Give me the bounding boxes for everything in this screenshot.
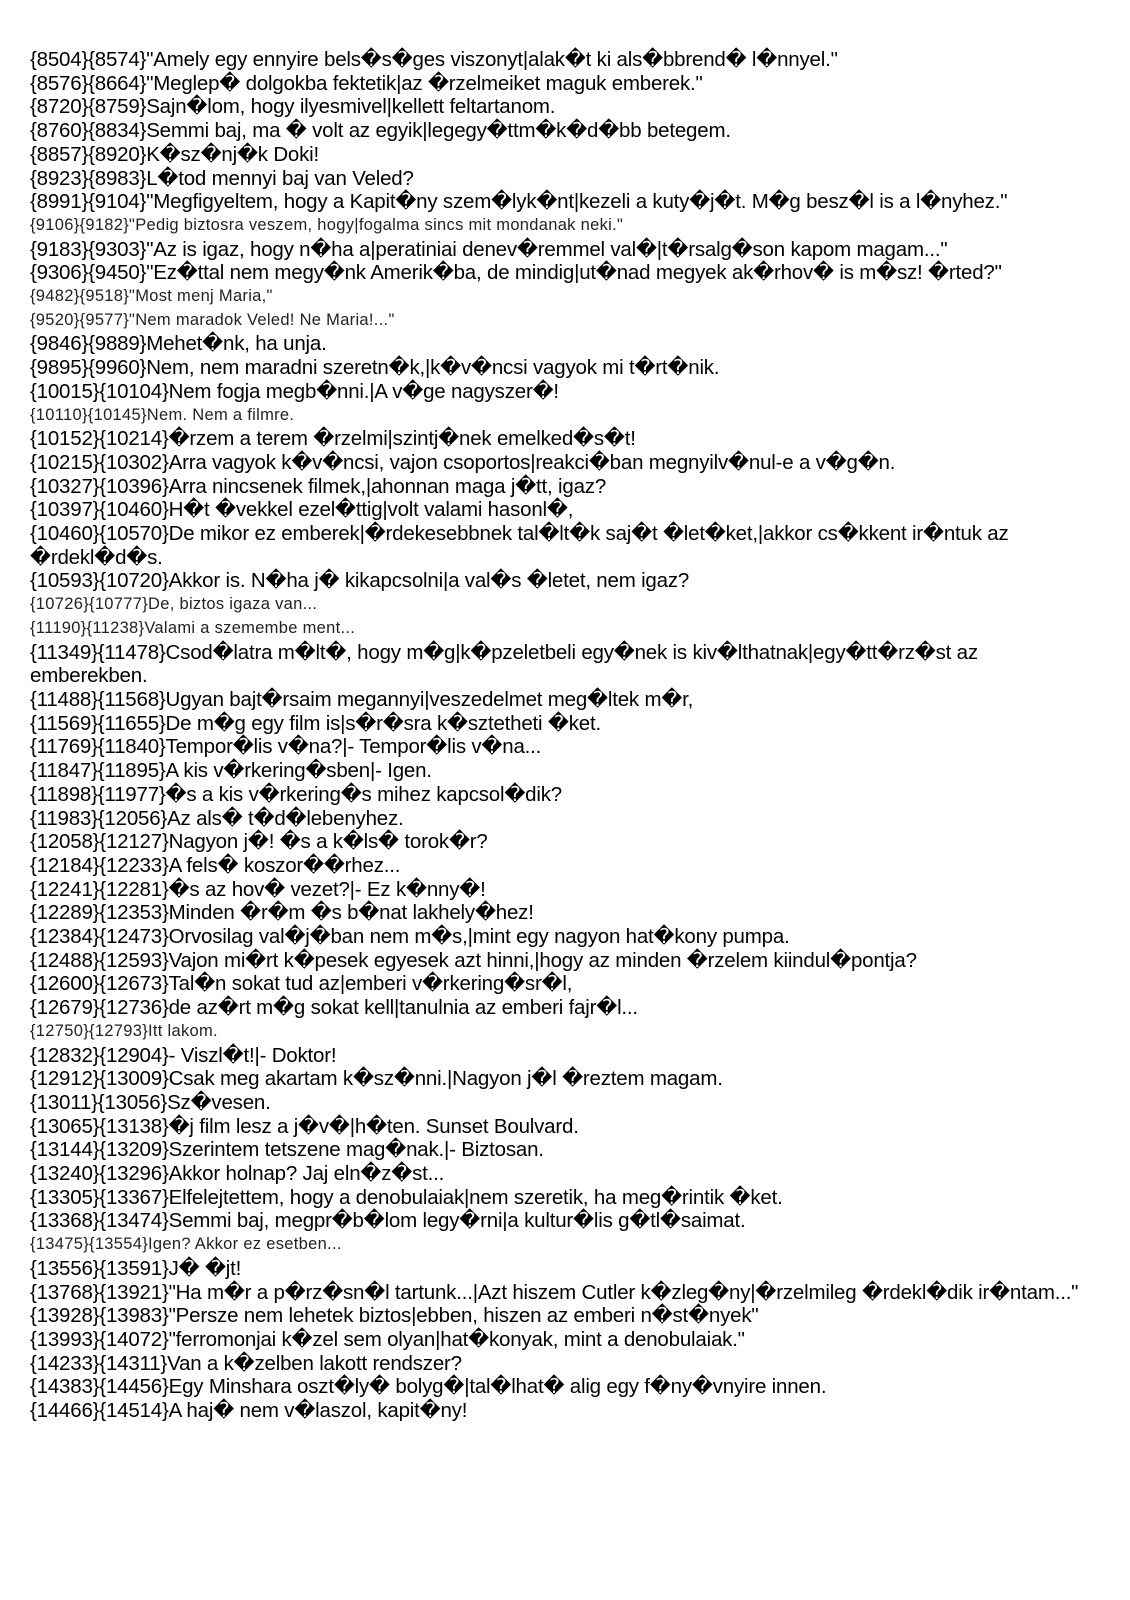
subtitle-line: {9520}{9577}"Nem maradok Veled! Ne Maria!..." [30,310,395,329]
subtitle-line: {11569}{11655}De m�g egy film is|s�r�sra k�sztetheti �ket. [30,711,601,735]
subtitle-line: {13240}{13296}Akkor holnap? Jaj eln�z�st... [30,1162,445,1186]
subtitle-line: {14233}{14311}Van a k�zelben lakott rendszer? [30,1351,462,1375]
subtitle-line: {10460}{10570}De mikor ez emberek|�rdekesebbnek tal�lt�k saj�t �let�ket,|akkor cs�kkent ir�ntuk az �rdekl�d�s. [30,522,1009,569]
subtitle-line: {13475}{13554}Igen? Akkor ez esetben... [30,1235,342,1254]
subtitle-line: {12384}{12473}Orvosilag val�j�ban nem m�s,|mint egy nagyon hat�kony pumpa. [30,925,790,949]
subtitle-line: {14383}{14456}Egy Minshara oszt�ly� bolyg�|tal�lhat� alig egy f�ny�vnyire innen. [30,1375,827,1399]
subtitle-line: {12058}{12127}Nagyon j�! �s a k�ls� torok�r? [30,830,488,854]
subtitle-line: {8576}{8664}"Meglep� dolgokba fektetik|az �rzelmeiket maguk emberek." [30,71,703,95]
subtitle-line: {10152}{10214}�rzem a terem �rzelmi|szintj�nek emelked�s�t! [30,427,636,451]
subtitle-line: {9895}{9960}Nem, nem maradni szeretn�k,|k�v�ncsi vagyok mi t�rt�nik. [30,356,720,380]
subtitle-line: {10110}{10145}Nem. Nem a filmre. [30,405,295,424]
subtitle-line: {10327}{10396}Arra nincsenek filmek,|ahonnan maga j�tt, igaz? [30,474,607,498]
subtitle-line: {11898}{11977}�s a kis v�rkering�s mihez kapcsol�dik? [30,782,562,806]
subtitle-document [30,48,1095,1423]
subtitle-line: {11983}{12056}Az als� t�d�lebenyhez. [30,806,404,830]
subtitle-line: {11847}{11895}A kis v�rkering�sben|- Igen. [30,759,432,783]
subtitle-line: {8720}{8759}Sajn�lom, hogy ilyesmivel|kellett feltartanom. [30,95,556,119]
subtitle-line: {12912}{13009}Csak meg akartam k�sz�nni.|Nagyon j�l �reztem magam. [30,1067,723,1091]
subtitle-line: {13768}{13921}"Ha m�r a p�rz�sn�l tartunk...|Azt hiszem Cutler k�zleg�ny|�rzelmileg �rdekl�dik ir�ntam..." [30,1280,1079,1304]
subtitle-line: {10726}{10777}De, biztos igaza van... [30,595,318,614]
subtitle-line: {13993}{14072}"ferromonjai k�zel sem olyan|hat�konyak, mint a denobulaiak." [30,1327,745,1351]
subtitle-line: {13065}{13138}�j film lesz a j�v�|h�ten. Sunset Boulvard. [30,1114,579,1138]
subtitle-line: {13556}{13591}J� �jt! [30,1256,242,1280]
subtitle-line: {12679}{12736}de az�rt m�g sokat kell|tanulnia az emberi fajr�l... [30,996,638,1020]
subtitle-line: {11488}{11568}Ugyan bajt�rsaim megannyi|veszedelmet meg�ltek m�r, [30,687,694,711]
subtitle-line: {9183}{9303}"Az is igaz, hogy n�ha a|peratiniai denev�remmel val�|t�rsalg�son kapom magam..." [30,237,948,261]
subtitle-line: {12184}{12233}A fels� koszor��rhez... [30,853,401,877]
subtitle-line: {12600}{12673}Tal�n sokat tud az|emberi v�rkering�sr�l, [30,972,573,996]
subtitle-line: {9306}{9450}"Ez�ttal nem megy�nk Amerik�ba, de mindig|ut�nad megyek ak�rhov� is m�sz! �rted?" [30,261,1002,285]
subtitle-line: {13011}{13056}Sz�vesen. [30,1090,271,1114]
subtitle-line: {11190}{11238}Valami a szemembe ment... [30,618,356,637]
subtitle-line: {10397}{10460}H�t �vekkel ezel�ttig|volt valami hasonl�, [30,498,574,522]
subtitle-line: {11349}{11478}Csod�latra m�lt�, hogy m�g|k�pzeletbeli egy�nek is kiv�lthatnak|egy�tt�rz�st az emberekben. [30,640,978,688]
subtitle-line: {10593}{10720}Akkor is. N�ha j� kikapcsolni|a val�s �letet, nem igaz? [30,569,690,593]
subtitle-line: {11769}{11840}Tempor�lis v�na?|- Tempor�lis v�na... [30,735,542,759]
subtitle-line: {8857}{8920}K�sz�nj�k Doki! [30,142,320,166]
subtitle-line: {9846}{9889}Mehet�nk, ha unja. [30,332,327,356]
subtitle-line: {13928}{13983}"Persze nem lehetek biztos|ebben, hiszen az emberi n�st�nyek" [30,1304,759,1328]
subtitle-line: {10215}{10302}Arra vagyok k�v�ncsi, vajon csoportos|reakci�ban megnyilv�nul-e a v�g�n. [30,450,896,474]
subtitle-line: {13144}{13209}Szerintem tetszene mag�nak.|- Biztosan. [30,1138,544,1162]
subtitle-line: {12241}{12281}�s az hov� vezet?|- Ez k�nny�! [30,877,486,901]
subtitle-line: {10015}{10104}Nem fogja megb�nni.|A v�ge nagyszer�! [30,379,559,403]
subtitle-line: {12832}{12904}- Viszl�t!|- Doktor! [30,1043,337,1067]
subtitle-line: {13305}{13367}Elfelejtettem, hogy a denobulaiak|nem szeretik, ha meg�rintik �ket. [30,1185,783,1209]
subtitle-line: {8991}{9104}"Megfigyeltem, hogy a Kapit�ny szem�lyk�nt|kezeli a kuty�j�t. M�g besz�l is a l�nyhez." [30,190,1008,214]
subtitle-line: {8760}{8834}Semmi baj, ma � volt az egyik|legegy�ttm�k�d�bb betegem. [30,119,731,143]
subtitle-line: {9106}{9182}"Pedig biztosra veszem, hogy|fogalma sincs mit mondanak neki." [30,215,624,234]
subtitle-line: {8504}{8574}"Amely egy ennyire bels�s�ges viszonyt|alak�t ki als�bbrend� l�nnyel." [30,48,838,71]
subtitle-line: {12750}{12793}Itt lakom. [30,1021,218,1040]
subtitle-line: {13368}{13474}Semmi baj, megpr�b�lom legy�rni|a kultur�lis g�tl�saimat. [30,1209,746,1233]
subtitle-line: {9482}{9518}"Most menj Maria," [30,287,273,306]
subtitle-line: {12488}{12593}Vajon mi�rt k�pesek egyesek azt hinni,|hogy az minden �rzelem kiindul�pontja? [30,948,917,972]
subtitle-line: {8923}{8983}L�tod mennyi baj van Veled? [30,166,414,190]
subtitle-line: {12289}{12353}Minden �r�m �s b�nat lakhely�hez! [30,901,534,925]
subtitle-line: {14466}{14514}A haj� nem v�laszol, kapit�ny! [30,1399,468,1423]
